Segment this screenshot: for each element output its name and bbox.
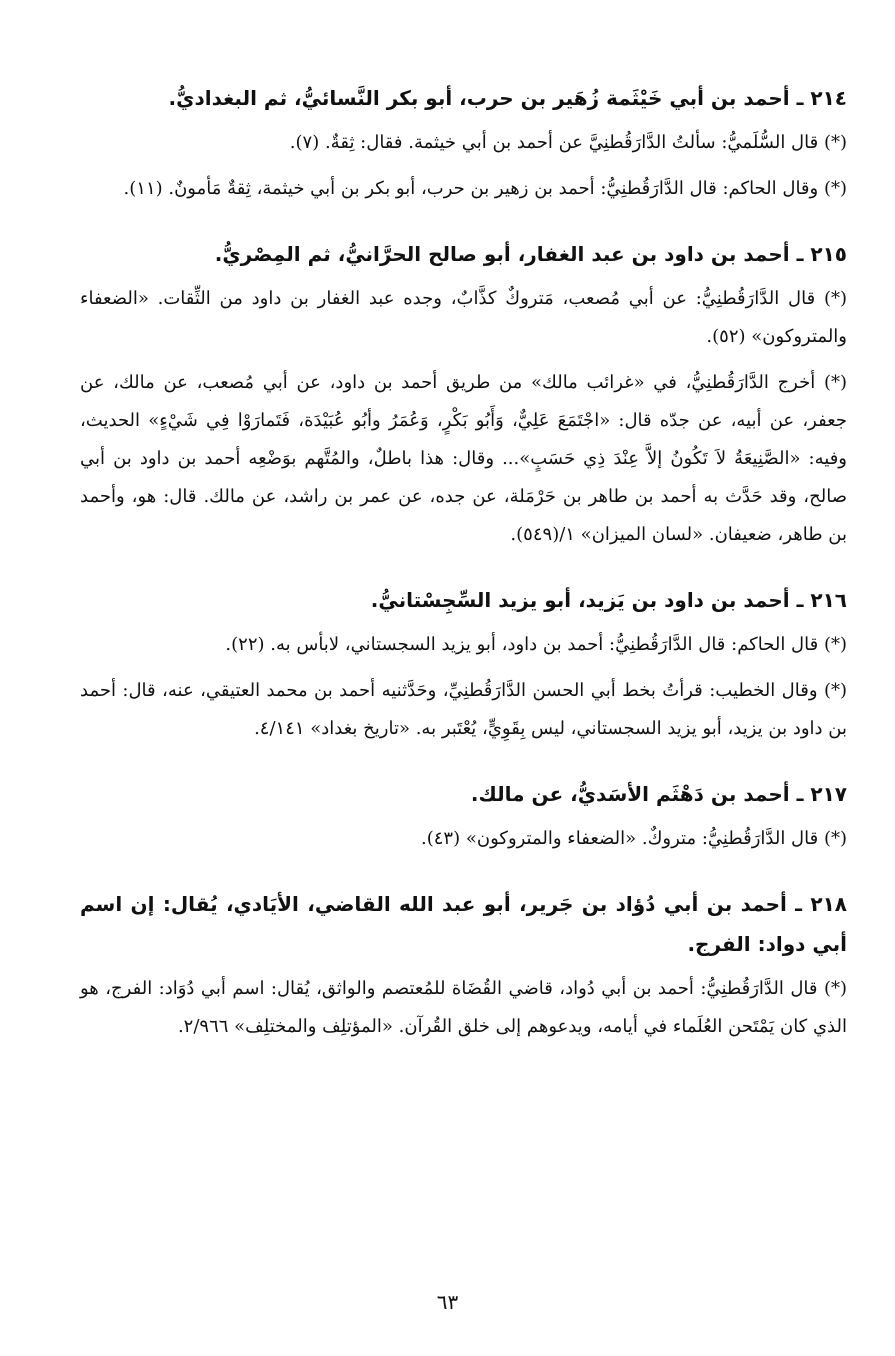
- entry-paragraph: (*) أخرج الدَّارَقُطنِيُّ، في «غرائب مالك» من طريق أحمد بن داود، عن أبي مُصعب، عن مالك، عن جعفر، عن أبيه، عن جدّه قال: «اجْتَمَعَ عَلِيٌّ، وَأَبُو بَكْرٍ، وَعُمَرُ وأبُو عُبَيْدَة، فَتَمارَوْا فِي شَيْءٍ» الحديث، وفيه: «الصَّنِيعَةُ لاَ تَكُونُ إلاَّ عِنْدَ ذِي حَسَبٍ»... وقال: هذا باطلٌ، والمُتَّهم بوَضْعِه أحمد بن داود بن أبي صالح، وقد حَدَّث به أحمد بن طاهر بن حَرْمَلة، عن جده، عن عمر بن راشد، عن مالك. قال: هو، وأحمد بن طاهر، ضعيفان. «لسان الميزان» ١/(٥٤٩).: [80, 372, 847, 545]
- page-number: ٦٣: [436, 1290, 459, 1314]
- entry-217: [80, 774, 847, 858]
- entry-paragraph: (*) قال الحاكم: قال الدَّارَقُطنِيُّ: أحمد بن داود، أبو يزيد السجستاني، لابأس به. (٢٢).: [225, 634, 847, 655]
- entry-heading: ٢١٦ ـ أحمد بن داود بن يَزيد، أبو يزيد السِّجِسْتانيُّ.: [370, 588, 847, 612]
- entry-heading: ٢١٧ ـ أحمد بن دَهْثَم الأسَديُّ، عن مالك.: [470, 782, 847, 806]
- entry-heading: ٢١٥ ـ أحمد بن داود بن عبد الغفار، أبو صالح الحرَّانيُّ، ثم المِصْريُّ.: [214, 242, 847, 266]
- entry-215: [80, 234, 847, 554]
- entry-paragraph: (*) قال السُّلَميُّ: سألتُ الدَّارَقُطنِيَّ عن أحمد بن أبي خيثمة. فقال: ثِقةٌ. (٧).: [289, 132, 847, 153]
- entry-paragraph: (*) قال الدَّارَقُطنِيُّ: متروكٌ. «الضعفاء والمتروكون» (٤٣).: [421, 828, 847, 849]
- entry-paragraph: (*) قال الدَّارَقُطنِيُّ: أحمد بن أبي دُواد، قاضي القُضَاة للمُعتصم والواثق، يُقال: اسم أبي دُوَاد: الفرج، هو الذي كان يَمْتَحن العُلَماء في أيامه، ويدعوهم إلى خلق القُرآن. «المؤتلِف والمختلِف» ٢/٩٦٦.: [80, 978, 847, 1037]
- entry-214: [80, 78, 847, 208]
- entry-218: [80, 884, 847, 1046]
- entry-heading: ٢١٨ ـ أحمد بن أبي دُؤاد بن جَرير، أبو عبد الله القاضي، الأيَادي، يُقال: إن اسم أبي دواد: الفرج.: [80, 892, 847, 956]
- entry-heading: ٢١٤ ـ أحمد بن أبي خَيْثَمة زُهَير بن حرب، أبو بكر النَّسائيُّ، ثم البغداديُّ.: [168, 86, 847, 110]
- entry-216: [80, 580, 847, 748]
- entry-paragraph: (*) وقال الخطيب: قرأتُ بخط أبي الحسن الدَّارَقُطنِيِّ، وحَدَّثنيه أحمد بن محمد العتيقي، عنه، قال: أحمد بن داود بن يزيد، أبو يزيد السجستاني، ليس بِقَوِيٍّ، يُعْتَبر به. «تاريخ بغداد» ٤/١٤١.: [80, 680, 847, 739]
- entry-paragraph: (*) قال الدَّارَقُطنِيُّ: عن أبي مُصعب، مَتروكٌ كذَّابٌ، وجده عبد الغفار بن داود من الثِّقات. «الضعفاء والمتروكون» (٥٢).: [80, 288, 847, 347]
- entry-paragraph: (*) وقال الحاكم: قال الدَّارَقُطنِيُّ: أحمد بن زهير بن حرب، أبو بكر بن أبي خيثمة، ثِقةٌ مَأمونٌ. (١١).: [123, 178, 847, 199]
